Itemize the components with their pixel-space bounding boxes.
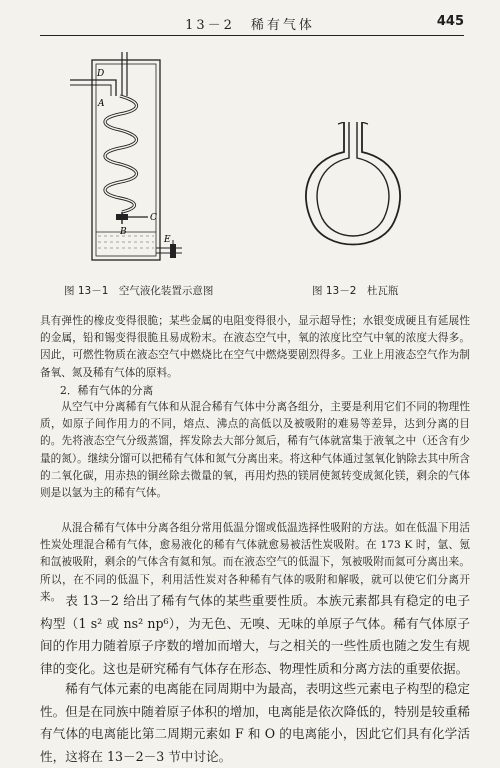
- label-A: A: [98, 99, 105, 109]
- page-number: 445: [436, 14, 464, 29]
- figure-dewar-flask: [298, 122, 408, 272]
- paragraph-properties-overview: 表 13－2 给出了稀有气体的某些重要性质。本族元素都具有稳定的电子构型（1 s² 或 ns² np⁶），为无色、无嗅、无味的单原子气体。稀有气体原子间的作用力随着原子序数的增加而增大，与之相关的一些性质也随之发生有规律的变化。这也是研究稀有气体存在形态、物理性质和分离方法的重要依据。: [40, 593, 470, 676]
- paragraph-separation-from-air: 从空气中分离稀有气体和从混合稀有气体中分离各组分，主要是利用它们不同的物理性质，如原子间作用力的不同，熔点、沸点的高低以及被吸附的难易等差异，达到分离的目的。先将液态空气分级蒸馏，挥发除去大部分氮后，稀有气体就富集于液氧之中（还含有少量的氮）。继续分馏可以把稀有气体和氮气分离出来。将这种气体通过氢氧化钠除去其中所含的二氧化碳，用赤热的铜丝除去微量的氧，再用灼热的镁屑使氮转变成氮化镁，剩余的气体则是以氩为主的稀有气体。: [40, 401, 470, 500]
- label-C: C: [150, 213, 157, 223]
- running-title: 13－2 稀有气体: [185, 18, 315, 33]
- paragraph-ionization-energy: 稀有气体元素的电离能在同周期中为最高，表明这些元素电子构型的稳定性。但是在同族中随着原子体积的增加，电离能是依次降低的，特别是较重稀有气体的电离能比第二周期元素如 F 和 O 的电离能小，因此它们具有化学活性，这将在 13－2－3 节中讨论。: [40, 681, 470, 764]
- section-heading: 2．稀有气体的分离: [60, 384, 154, 397]
- figure1-caption: 图 13－1 空气液化装置示意图: [64, 285, 214, 297]
- page-header: [0, 0, 500, 36]
- figure2-caption: 图 13－2 杜瓦瓶: [312, 285, 399, 297]
- paragraph-liquid-air-properties: 具有弹性的橡皮变得很脆；某些金属的电阻变得很小，显示超导性；水银变成硬且有延展性的金属，铅和锡变得很脆且易成粉末。在液态空气中，氧的浓度比空气中氧的浓度大得多。因此，可燃性物质在液态空气中燃烧比在空气中燃烧要剧烈得多。工业上用液态空气作为制备氧、氮及稀有气体的原料。: [40, 315, 470, 379]
- label-B: B: [120, 227, 127, 237]
- paragraph-separation-of-components: 从混合稀有气体中分离各组分常用低温分馏或低温选择性吸附的方法。如在低温下用活性炭处理混合稀有气体，愈易液化的稀有气体就愈易被活性炭吸附。在 173 K 时，氩、氪和氙被吸附，剩余的气体含有氦和氖。而在液态空气的低温下，氖被吸附而氦可分离出来。所以，在不同的低温下，利用活性炭对各种稀有气体的吸附和解吸，就可以使它们分离开来。: [40, 522, 470, 603]
- air-liquefaction-diagram: [70, 52, 200, 274]
- label-D: D: [97, 69, 105, 79]
- label-E: E: [164, 235, 171, 245]
- figure-air-liquefaction: [70, 52, 200, 274]
- dewar-flask-diagram: [298, 122, 408, 272]
- header-rule: [40, 35, 464, 36]
